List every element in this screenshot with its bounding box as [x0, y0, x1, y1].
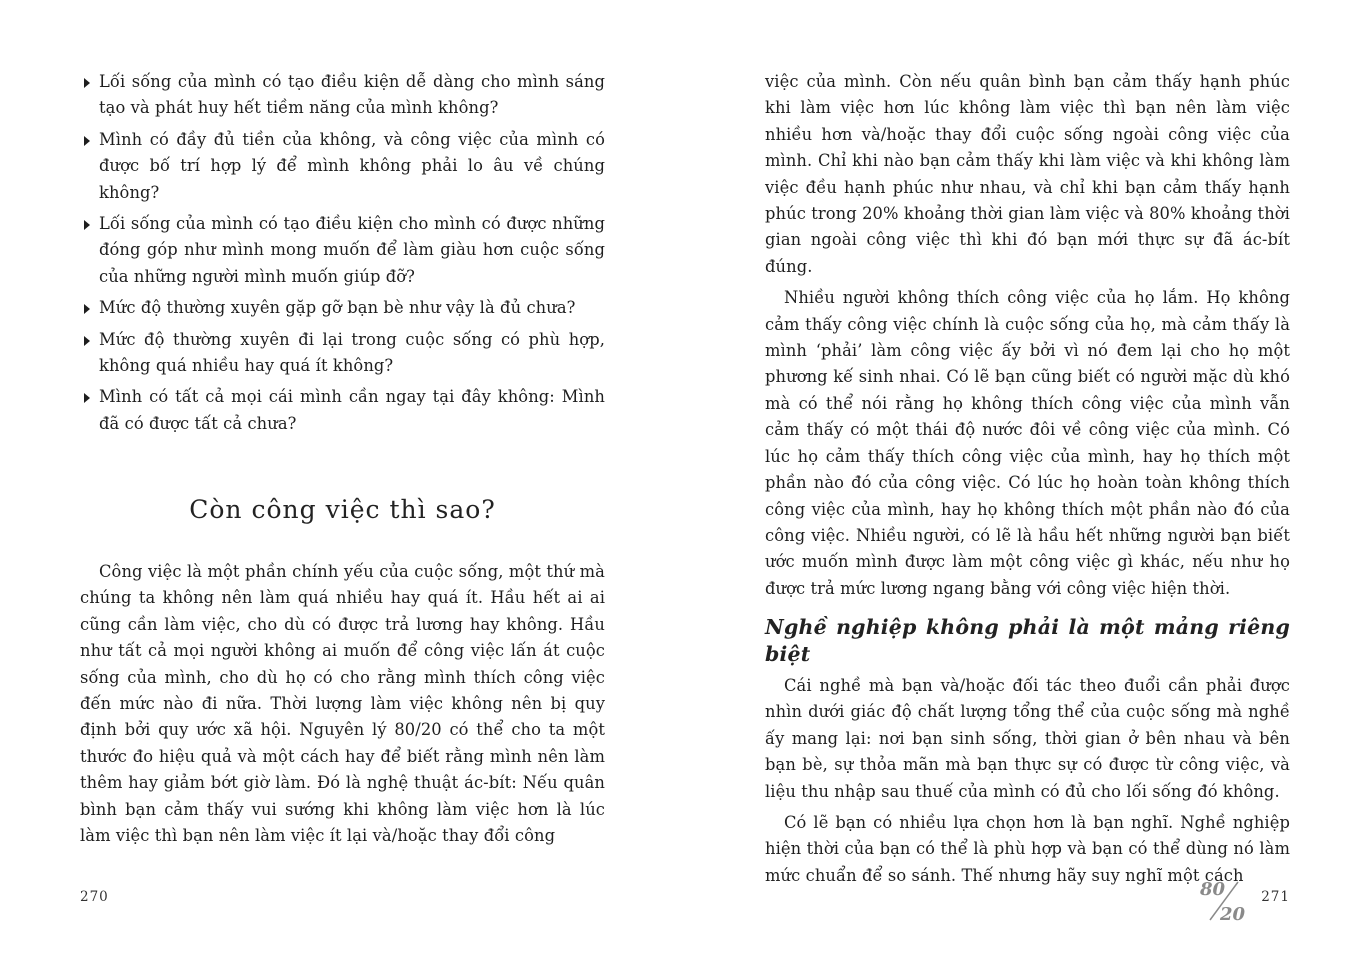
- list-item: Mình có tất cả mọi cái mình cần ngay tại đây không: Mình đã có được tất cả chưa?: [80, 384, 605, 437]
- triangle-bullet-icon: [84, 220, 90, 230]
- paragraph: Có lẽ bạn có nhiều lựa chọn hơn là bạn nghĩ. Nghề nghiệp hiện thời của bạn có thể là phù hợp và bạn có thể dùng nó làm mức chuẩn để so sánh. Thế nhưng hãy suy nghĩ một cách: [765, 812, 1290, 885]
- list-item: Mình có đầy đủ tiền của không, và công việc của mình có được bố trí hợp lý để mình không phải lo âu về chúng không?: [80, 127, 605, 206]
- page-number: 270: [80, 889, 109, 905]
- body-text: [765, 69, 1290, 894]
- logo-bottom-number: 20: [1220, 904, 1246, 924]
- book-logo-icon: [1198, 878, 1256, 924]
- question-list: [80, 69, 605, 442]
- list-item: Lối sống của mình có tạo điều kiện dễ dàng cho mình sáng tạo và phát huy hết tiềm năng của mình không?: [80, 69, 605, 122]
- triangle-bullet-icon: [84, 78, 90, 88]
- paragraph: việc của mình. Còn nếu quân bình bạn cảm thấy hạnh phúc khi làm việc hơn lúc không làm việc thì bạn nên làm việc nhiều hơn và/hoặc thay đổi cuộc sống ngoài công việc của mình. Chỉ khi nào bạn cảm thấy khi làm việc và khi không làm việc đều hạnh phúc như nhau, và chỉ khi bạn cảm thấy hạnh phúc trong 20% khoảng thời gian làm việc và 80% khoảng thời gian ngoài công việc thì khi đó bạn mới thực sự đã ác-bít đúng.: [765, 72, 1290, 276]
- page-number: 271: [1261, 889, 1290, 905]
- logo-top-number: 80: [1200, 879, 1226, 900]
- triangle-bullet-icon: [84, 336, 90, 346]
- triangle-bullet-icon: [84, 136, 90, 146]
- triangle-bullet-icon: [84, 393, 90, 403]
- body-text: [80, 559, 605, 849]
- list-item: Mức độ thường xuyên gặp gỡ bạn bè như vậy là đủ chưa?: [80, 295, 605, 321]
- list-item: Lối sống của mình có tạo điều kiện cho mình có được những đóng góp như mình mong muốn để làm giàu hơn cuộc sống của những người mình muốn giúp đỡ?: [80, 211, 605, 290]
- list-item: Mức độ thường xuyên đi lại trong cuộc sống có phù hợp, không quá nhiều hay quá ít không?: [80, 327, 605, 380]
- paragraph: Nhiều người không thích công việc của họ lắm. Họ không cảm thấy công việc chính là cuộc sống của họ, mà cảm thấy là mình ‘phải’ làm công việc ấy bởi vì nó đem lại cho họ một phương kế sinh nhai. Có lẽ bạn cũng biết có người mặc dù khó mà có thể nói rằng họ không thích công việc của mình vẫn cảm thấy có một thái độ nước đôi về công việc của mình. Có lúc họ cảm thấy thích công việc của mình, hay họ thích một phần nào đó của công việc. Có lúc họ hoàn toàn không thích công việc của mình, hay họ không thích một phần nào đó của công việc. Nhiều người, có lẽ là hầu hết những người bạn biết ước muốn mình được làm một công việc gì khác, nếu như họ được trả mức lương ngang bằng với công việc hiện thời.: [765, 288, 1290, 598]
- left-page: [80, 0, 605, 969]
- paragraph: Cái nghề mà bạn và/hoặc đối tác theo đuổi cần phải được nhìn dưới giác độ chất lượng tổng thể của cuộc sống mà nghề ấy mang lại: nơi bạn sinh sống, thời gian ở bên nhau và bên bạn bè, sự thỏa mãn mà bạn thực sự có được từ công việc, và liệu thu nhập sau thuế của mình có đủ cho lối sống đó không.: [765, 675, 1290, 801]
- subheading: Nghề nghiệp không phải là một mảng riêng biệt: [765, 615, 1290, 666]
- paragraph: Công việc là một phần chính yếu của cuộc sống, một thứ mà chúng ta không nên làm quá nhiều hay quá ít. Hầu hết ai ai cũng cần làm việc, cho dù có được trả lương hay không. Hầu như tất cả mọi người không ai muốn để công việc lấn át cuộc sống của mình, cho dù họ có cho rằng mình thích công việc đến mức nào đi nữa. Thời lượng làm việc không nên bị quy định bởi quy ước xã hội. Nguyên lý 80/20 có thể cho ta một thước đo hiệu quả và một cách hay để biết rằng mình nên làm thêm hay giảm bớt giờ làm. Đó là nghệ thuật ác-bít: Nếu quân bình bạn cảm thấy vui sướng khi không làm việc hơn là lúc làm việc thì bạn nên làm việc ít lại và/hoặc thay đổi công: [80, 562, 605, 846]
- right-page: [765, 0, 1290, 969]
- triangle-bullet-icon: [84, 304, 90, 314]
- section-title: Còn công việc thì sao?: [189, 495, 496, 524]
